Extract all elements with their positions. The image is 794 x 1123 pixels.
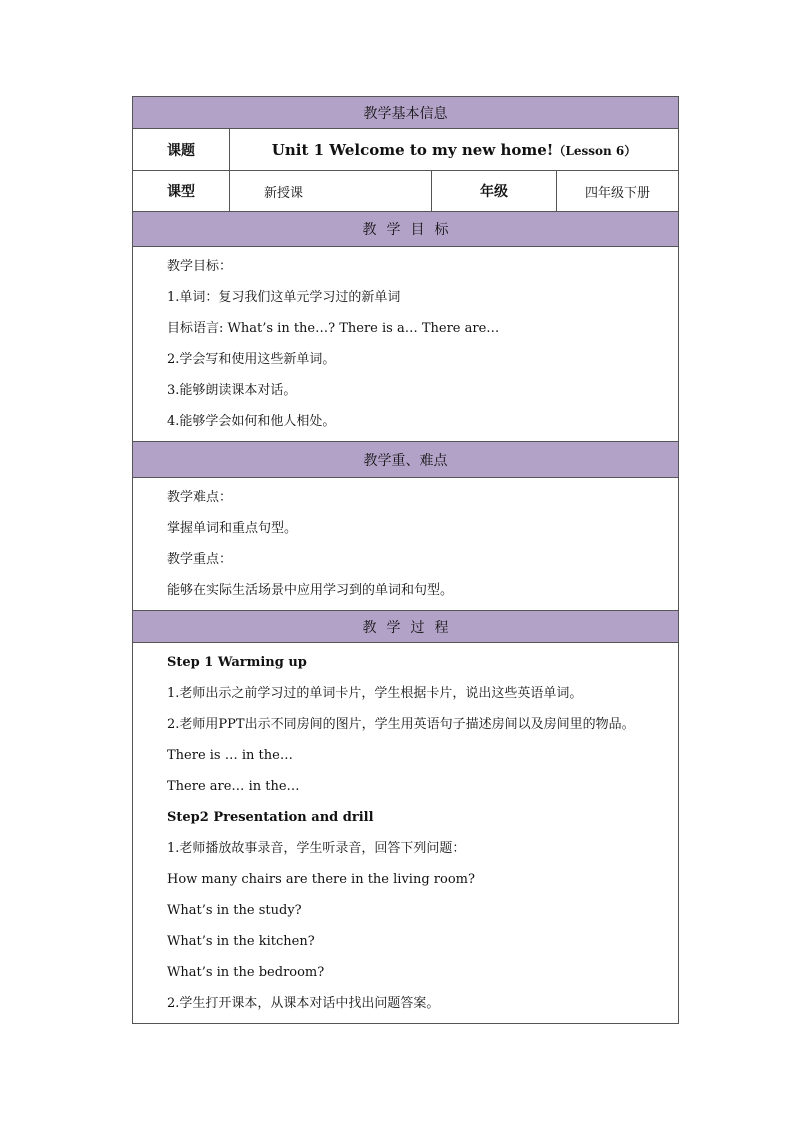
objectives-line: 教学目标： [167,259,233,274]
step2-title: Step2 Presentation and drill [167,810,374,825]
process-header-text: 教学过程 [362,619,459,636]
objectives-content [133,247,679,442]
objectives-header [133,212,679,247]
key-points-line: 能够在实际生活场景中应用学习到的单词和句型。 [167,583,454,598]
basic-info-header [133,97,679,129]
lesson-plan-table [132,96,679,1024]
key-points-header-text: 教学重、难点 [363,452,448,469]
topic-lesson: （Lesson 6） [553,143,637,158]
objectives-line: 1.单词：复习我们这单元学习过的新单词 [167,290,401,305]
grade-value: 四年级下册 [557,171,679,212]
key-points-content [133,478,679,611]
step2-line: 2.学生打开课本，从课本对话中找出问题答案。 [167,996,440,1011]
key-points-line: 掌握单词和重点句型。 [167,521,298,536]
key-points-line: 教学难点： [167,490,233,505]
step1-line: 2.老师用PPT出示不同房间的图片，学生用英语句子描述房间以及房间里的物品。 [167,717,635,732]
step2-line: What’s in the kitchen? [167,934,315,949]
step1-title: Step 1 Warming up [167,655,307,670]
topic-value [230,129,679,171]
objectives-line: 目标语言: What’s in the…? There is a… There are… [167,321,500,336]
step2-line: What’s in the bedroom? [167,965,325,980]
objectives-line: 4.能够学会如何和他人相处。 [167,414,336,429]
grade-label: 年级 [432,171,557,212]
step1-line: There are… in the… [167,779,300,794]
key-points-line: 教学重点： [167,552,233,567]
step2-line: What’s in the study? [167,903,302,918]
process-header [133,611,679,643]
basic-info-header-text: 教学基本信息 [363,105,448,122]
step2-line: 1.老师播放故事录音，学生听录音，回答下列问题： [167,841,466,856]
objectives-line: 3.能够朗读课本对话。 [167,383,297,398]
topic-label: 课题 [133,129,230,171]
objectives-header-text: 教学目标 [362,222,459,238]
type-value: 新授课 [230,171,432,212]
type-label: 课型 [133,171,230,212]
key-points-header [133,442,679,478]
lesson-plan-sheet [132,96,678,1024]
step1-line: There is … in the… [167,748,293,763]
process-content [133,643,679,1024]
step2-line: How many chairs are there in the living room? [167,872,475,887]
step1-line: 1.老师出示之前学习过的单词卡片，学生根据卡片，说出这些英语单词。 [167,686,583,701]
objectives-line: 2.学会写和使用这些新单词。 [167,352,336,367]
topic-main: Unit 1 Welcome to my new home! [271,140,554,159]
